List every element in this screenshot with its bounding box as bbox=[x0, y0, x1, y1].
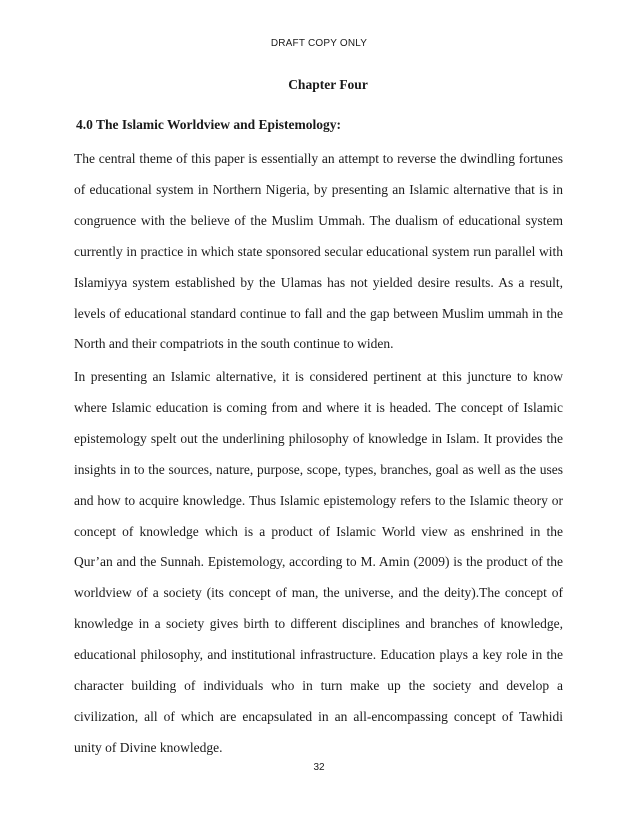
chapter-title: Chapter Four bbox=[288, 77, 368, 92]
section-heading: 4.0 The Islamic Worldview and Epistemology: bbox=[76, 117, 342, 132]
page-number: 32 bbox=[313, 762, 325, 773]
body-paragraph-2: In presenting an Islamic alternative, it is considered pertinent at this juncture to know where Islamic education is coming from and where it is headed. The concept of Islamic epistemology spelt out the underlining philosophy of knowledge in Islam. It provides the insights in to the sources, nature, purpose, scope, types, branches, goal as well as the uses and how to acquire knowledge. Thus Islamic epistemology refers to the Islamic theory or concept of knowledge which is a product of Islamic World view as enshrined in the Qur’an and the Sunnah. Epistemology, according to M. Amin (2009) is the product of the worldview of a society (its concept of man, the universe, and the deity).The concept of knowledge in a society gives birth to different disciplines and branches of knowledge, educational philosophy, and institutional infrastructure. Education plays a key role in the character building of individuals who in turn make up the society and develop a civilization, all of which are encapsulated in an all-encompassing concept of Tawhidi unity of Divine knowledge. bbox=[74, 369, 563, 755]
draft-watermark-header: DRAFT COPY ONLY bbox=[270, 38, 368, 49]
body-paragraph-1: The central theme of this paper is essentially an attempt to reverse the dwindling fortunes of educational system in Northern Nigeria, by presenting an Islamic alternative that is in congruence with the believe of the Muslim Ummah. The dualism of educational system currently in practice in which state sponsored secular educational system run parallel with Islamiyya system established by the Ulamas has not yielded desire results. As a result, levels of educational standard continue to fall and the gap between Muslim ummah in the North and their compatriots in the south continue to widen. bbox=[74, 151, 563, 352]
